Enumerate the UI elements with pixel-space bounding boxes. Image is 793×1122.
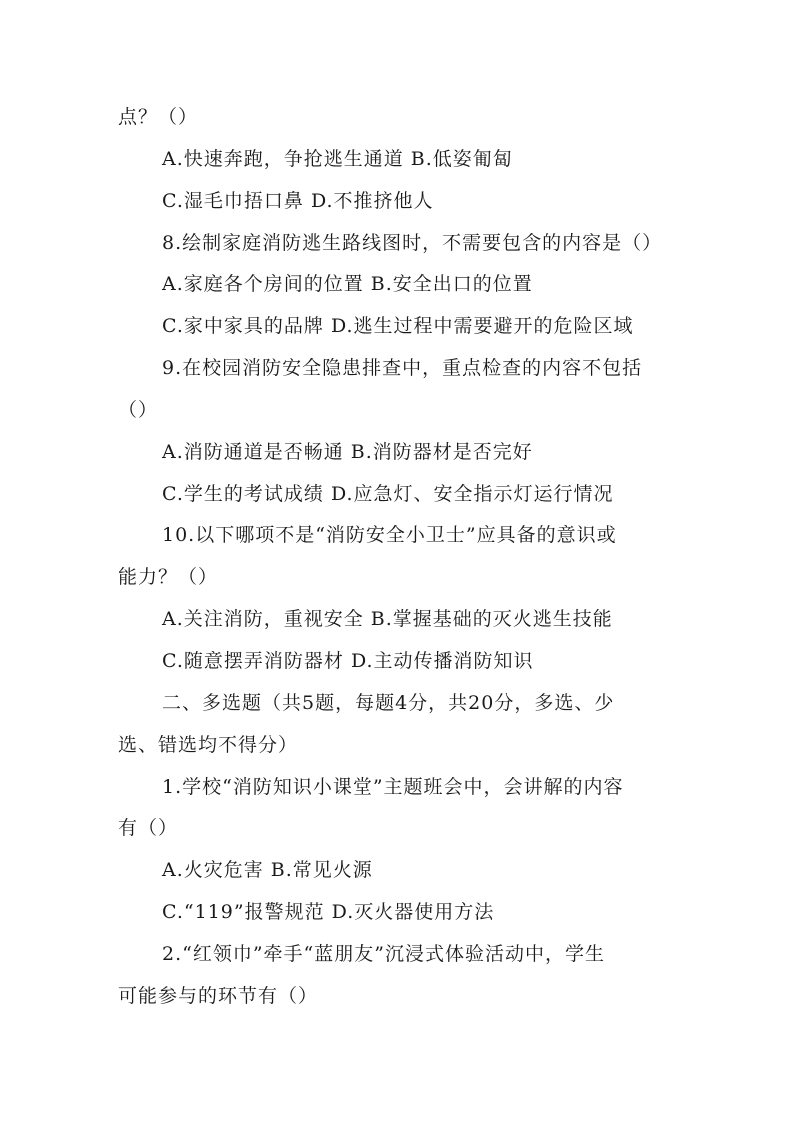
question-9-stem-end: （） — [118, 399, 159, 421]
question-7-options-ab: A.快速奔跑，争抢逃生通道 B.低姿匍匐 — [162, 148, 513, 170]
question-7-options-cd: C.湿毛巾捂口鼻 D.不推挤他人 — [162, 190, 434, 212]
question-9-options-ab: A.消防通道是否畅通 B.消防器材是否完好 — [162, 441, 533, 463]
mc-question-2-stem-end: 可能参与的环节有（） — [118, 985, 319, 1007]
mc-question-1-options-cd: C.“119”报警规范 D.灭火器使用方法 — [162, 901, 495, 923]
mc-question-1-stem-end: 有（） — [118, 817, 179, 839]
section-heading-multiple-choice-end: 选、错选均不得分） — [118, 734, 299, 756]
mc-question-1-options-ab: A.火灾危害 B.常见火源 — [162, 859, 373, 881]
mc-question-2-stem: 2.“红领巾”牵手“蓝朋友”沉浸式体验活动中，学生 — [162, 943, 605, 965]
question-8-options-ab: A.家庭各个房间的位置 B.安全出口的位置 — [162, 273, 533, 295]
question-10-stem: 10.以下哪项不是“消防安全小卫士”应具备的意识或 — [162, 524, 617, 546]
question-9-stem: 9.在校园消防安全隐患排查中，重点检查的内容不包括 — [162, 357, 643, 379]
question-10-options-cd: C.随意摆弄消防器材 D.主动传播消防知识 — [162, 650, 534, 672]
section-heading-multiple-choice: 二、多选题（共5题，每题4分，共20分，多选、少 — [162, 692, 615, 714]
question-8-options-cd: C.家中家具的品牌 D.逃生过程中需要避开的危险区域 — [162, 315, 634, 337]
question-7-stem-end: 点？（） — [118, 106, 199, 128]
mc-question-1-stem: 1.学校“消防知识小课堂”主题班会中，会讲解的内容 — [162, 776, 624, 798]
question-8-stem: 8.绘制家庭消防逃生路线图时，不需要包含的内容是（） — [162, 232, 663, 254]
question-10-options-ab: A.关注消防，重视安全 B.掌握基础的灭火逃生技能 — [162, 608, 613, 630]
question-10-stem-end: 能力？（） — [118, 566, 219, 588]
question-9-options-cd: C.学生的考试成绩 D.应急灯、安全指示灯运行情况 — [162, 483, 614, 505]
